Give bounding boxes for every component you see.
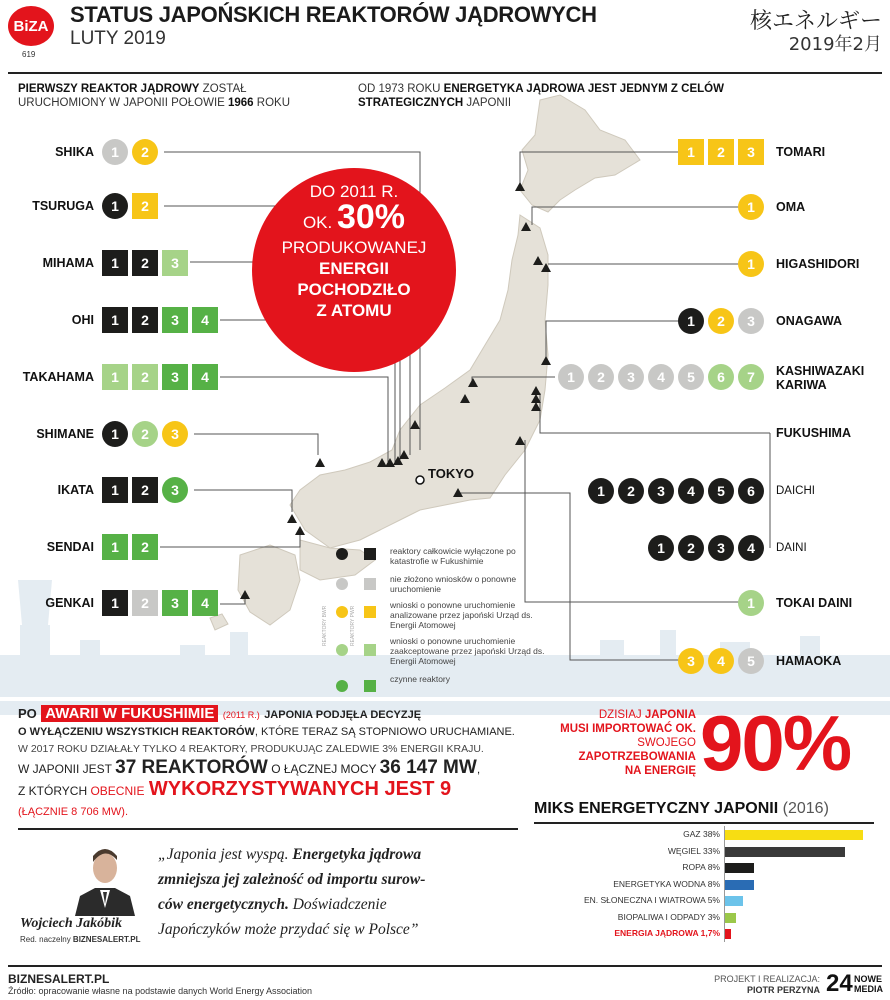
circle-line2: OK. 30% bbox=[302, 198, 406, 236]
reactor-unit: 4 bbox=[738, 535, 764, 561]
mix-bar bbox=[725, 847, 845, 857]
plant-name-kashiwazaki-kariwa: KASHIWAZAKI KARIWA bbox=[776, 364, 865, 392]
japanese-title: 核エネルギー bbox=[749, 9, 882, 34]
mix-label: WĘGIEL 33% bbox=[667, 845, 720, 856]
circle-line5: POCHODZIŁO bbox=[297, 280, 411, 299]
mix-bar bbox=[725, 929, 731, 939]
reactor-unit: 3 bbox=[162, 421, 188, 447]
plant-name-genkai: GENKAI bbox=[45, 596, 94, 610]
plant-name-ohi: OHI bbox=[71, 313, 94, 327]
energy-mix-title: MIKS ENERGETYCZNY JAPONII (2016) bbox=[534, 800, 829, 817]
reactor-unit: 2 bbox=[132, 139, 158, 165]
reactor-unit: 1 bbox=[102, 534, 128, 560]
footer-brand-text: NOWE MEDIA bbox=[854, 974, 883, 994]
reactor-unit: 4 bbox=[192, 364, 218, 390]
plant-name-tsuruga: TSURUGA bbox=[32, 199, 94, 213]
author-role: Red. naczelny BIZNESALERT.PL bbox=[20, 935, 141, 944]
mix-label: ENERGETYKA WODNA 8% bbox=[613, 878, 720, 889]
reactor-unit: 6 bbox=[708, 364, 734, 390]
circle-line3: PRODUKOWANEJ bbox=[281, 238, 427, 257]
reactor-unit: 3 bbox=[162, 364, 188, 390]
reactor-unit: 1 bbox=[648, 535, 674, 561]
reactor-unit: 2 bbox=[132, 477, 158, 503]
footer-divider bbox=[8, 965, 882, 967]
mix-label: ROPA 8% bbox=[682, 862, 720, 872]
reactor-unit: 3 bbox=[162, 590, 188, 616]
legend-yellow-square bbox=[364, 606, 376, 618]
legend-green-circle bbox=[336, 680, 348, 692]
legend-black-square bbox=[364, 548, 376, 560]
plant-name-hamaoka: HAMAOKA bbox=[776, 654, 842, 668]
reactor-unit: 3 bbox=[648, 478, 674, 504]
reactor-unit: 2 bbox=[132, 590, 158, 616]
legend-lightgreen-circle bbox=[336, 644, 348, 656]
legend-text-shutdown: reaktory całkowicie wyłączone po katastrofie w Fukushimie bbox=[390, 546, 516, 566]
plant-name-mihama: MIHAMA bbox=[42, 256, 94, 270]
nuclear-share-circle bbox=[252, 168, 456, 372]
import-percentage: 90% bbox=[700, 699, 851, 787]
reactors-count-text: W JAPONII JEST 37 REAKTORÓW O ŁĄCZNEJ MOCY 36 147 MW, Z KTÓRYCH OBECNIE WYKORZYSTYWANYCH JEST 9 (ŁĄCZNIE 8 706 MW). bbox=[18, 757, 481, 818]
reactor-unit: 2 bbox=[132, 193, 158, 219]
reactor-unit: 1 bbox=[102, 421, 128, 447]
reactor-unit: 1 bbox=[102, 193, 128, 219]
reactor-unit: 2 bbox=[132, 250, 158, 276]
reactor-unit: 1 bbox=[102, 307, 128, 333]
reactor-unit: 1 bbox=[738, 251, 764, 277]
author-photo bbox=[70, 838, 140, 916]
reactor-unit: 4 bbox=[648, 364, 674, 390]
mix-bar bbox=[725, 913, 736, 923]
reactor-unit: 6 bbox=[738, 478, 764, 504]
intro-left: PIERWSZY REAKTOR JĄDROWY ZOSTAŁ URUCHOMIONY W JAPONII POŁOWIE 1966 ROKU bbox=[18, 83, 291, 109]
reactor-unit: 7 bbox=[738, 364, 764, 390]
mix-bar bbox=[725, 830, 863, 840]
legend-bwr-label: REAKTORY BWR bbox=[322, 605, 328, 646]
reactor-unit: 3 bbox=[678, 648, 704, 674]
reactor-unit: 3 bbox=[162, 477, 188, 503]
reactor-unit: 4 bbox=[708, 648, 734, 674]
plant-name-daini: DAINI bbox=[776, 542, 807, 554]
reactor-unit: 3 bbox=[738, 139, 764, 165]
mix-label: EN. SŁONECZNA I WIATROWA 5% bbox=[583, 895, 720, 905]
reactor-unit: 4 bbox=[192, 307, 218, 333]
circle-line4: ENERGII bbox=[319, 259, 389, 278]
plant-name-ikata: IKATA bbox=[57, 483, 94, 497]
legend-text-no-application: nie złożono wniosków o ponowne uruchomienie bbox=[390, 574, 517, 594]
reactor-unit: 1 bbox=[738, 194, 764, 220]
plant-name-shika: SHIKA bbox=[55, 145, 94, 159]
reactor-unit: 1 bbox=[102, 590, 128, 616]
plant-name-oma: OMA bbox=[776, 200, 806, 214]
quote-text: „Japonia jest wyspą. Energetyka jądrowa zmniejsza jej zależność od importu surow- ców energetycznych. Doświadczenie Japończyków może przydać się w Polsce” bbox=[158, 846, 426, 938]
plant-name-takahama: TAKAHAMA bbox=[22, 370, 94, 384]
reactor-unit: 3 bbox=[162, 250, 188, 276]
circle-line6: Z ATOMU bbox=[316, 301, 392, 320]
reactor-unit: 4 bbox=[678, 478, 704, 504]
tokyo-marker bbox=[416, 476, 424, 484]
reactor-unit: 2 bbox=[708, 139, 734, 165]
reactor-unit: 1 bbox=[102, 364, 128, 390]
reactor-unit: 3 bbox=[618, 364, 644, 390]
circle-line1: DO 2011 R. bbox=[309, 182, 399, 201]
reactor-unit: 3 bbox=[738, 308, 764, 334]
mix-bar bbox=[725, 880, 754, 890]
mix-label: BIOPALIWA I ODPADY 3% bbox=[617, 911, 720, 922]
reactor-unit: 1 bbox=[738, 590, 764, 616]
reactor-unit: 1 bbox=[678, 308, 704, 334]
plant-name-fukushima: FUKUSHIMA bbox=[776, 426, 851, 440]
reactor-unit: 1 bbox=[102, 139, 128, 165]
energy-mix-divider bbox=[534, 822, 874, 824]
reactor-unit: 2 bbox=[132, 307, 158, 333]
footer-source: Źródło: opracowanie własne na podstawie danych World Energy Association bbox=[8, 986, 313, 996]
author-name: Wojciech Jakóbik bbox=[20, 916, 123, 931]
page-subtitle: LUTY 2019 bbox=[70, 28, 166, 49]
reactor-unit: 2 bbox=[708, 308, 734, 334]
plant-name-sendai: SENDAI bbox=[46, 540, 94, 554]
mix-label: ENERGIA JĄDROWA 1,7% bbox=[614, 928, 720, 938]
mix-label: GAZ 38% bbox=[683, 829, 720, 839]
reactor-unit: 3 bbox=[708, 535, 734, 561]
reactor-unit: 1 bbox=[588, 478, 614, 504]
quote-divider bbox=[18, 828, 518, 830]
reactor-unit: 4 bbox=[192, 590, 218, 616]
legend-yellow-circle bbox=[336, 606, 348, 618]
reactor-unit: 2 bbox=[132, 534, 158, 560]
footer-brand-number: 24 bbox=[826, 970, 853, 997]
reactor-unit: 5 bbox=[678, 364, 704, 390]
legend-green-square bbox=[364, 680, 376, 692]
plant-name-higashidori: HIGASHIDORI bbox=[776, 257, 860, 271]
reactor-unit: 1 bbox=[102, 250, 128, 276]
reactor-unit: 2 bbox=[588, 364, 614, 390]
legend-gray-square bbox=[364, 578, 376, 590]
biza-logo: BiZA bbox=[8, 6, 54, 46]
reactor-unit: 1 bbox=[678, 139, 704, 165]
fukushima-text: PO AWARII W FUKUSHIMIE (2011 R.) JAPONIA PODJĘŁA DECYZJĘ O WYŁĄCZENIU WSZYSTKICH REAKTORÓW, KTÓRE TERAZ SĄ STOPNIOWO URUCHAMIANE. W 2017 ROKU DZIAŁAŁY TYLKO 4 REAKTORY, PRODUKUJĄC ZALEDWIE 3% ENERGII KRAJU. bbox=[18, 705, 515, 755]
legend-text-under-review: wnioski o ponowne uruchomienie analizowane przez japoński Urząd ds. Energii Atomowej bbox=[390, 600, 533, 630]
tokyo-label: TOKYO bbox=[428, 466, 474, 481]
legend-text-active: czynne reaktory bbox=[390, 674, 450, 684]
issue-number: 619 bbox=[22, 50, 36, 59]
plant-name-tomari: TOMARI bbox=[776, 145, 826, 159]
page-title: STATUS JAPOŃSKICH REAKTORÓW JĄDROWYCH bbox=[70, 2, 597, 27]
intro-right: OD 1973 ROKU ENERGETYKA JĄDROWA JEST JEDNYM Z CELÓW STRATEGICZNYCH JAPONII bbox=[358, 83, 724, 109]
reactor-unit: 3 bbox=[162, 307, 188, 333]
footer-project-label: PROJEKT I REALIZACJA: bbox=[714, 974, 820, 984]
footer-project-author: PIOTR PERZYNA bbox=[746, 985, 820, 995]
reactor-unit: 2 bbox=[618, 478, 644, 504]
reactor-unit: 5 bbox=[708, 478, 734, 504]
legend-lightgreen-square bbox=[364, 644, 376, 656]
reactor-unit: 2 bbox=[678, 535, 704, 561]
mix-bar bbox=[725, 896, 743, 906]
legend-black-circle bbox=[336, 548, 348, 560]
reactor-unit: 1 bbox=[102, 477, 128, 503]
japanese-date: 2019年2月 bbox=[788, 34, 882, 55]
plant-name-daichi: DAICHI bbox=[776, 485, 815, 497]
mix-bar bbox=[725, 863, 754, 873]
import-text: DZISIAJ JAPONIA MUSI IMPORTOWAĆ OK. SWOJEGO ZAPOTRZEBOWANIA NA ENERGIĘ bbox=[560, 709, 696, 777]
plant-name-onagawa: ONAGAWA bbox=[776, 314, 842, 328]
legend-pwr-label: REAKTORY PWR bbox=[350, 605, 356, 646]
legend-gray-circle bbox=[336, 578, 348, 590]
reactor-unit: 1 bbox=[558, 364, 584, 390]
plant-name-tokai-daini: TOKAI DAINI bbox=[776, 596, 853, 610]
footer-site: BIZNESALERT.PL bbox=[8, 972, 110, 986]
legend-text-accepted: wnioski o ponowne uruchomienie zaakceptowane przez japoński Urząd ds. Energii Atomowej bbox=[390, 636, 545, 666]
reactor-unit: 2 bbox=[132, 421, 158, 447]
reactor-unit: 2 bbox=[132, 364, 158, 390]
reactor-unit: 5 bbox=[738, 648, 764, 674]
plant-name-shimane: SHIMANE bbox=[36, 427, 94, 441]
